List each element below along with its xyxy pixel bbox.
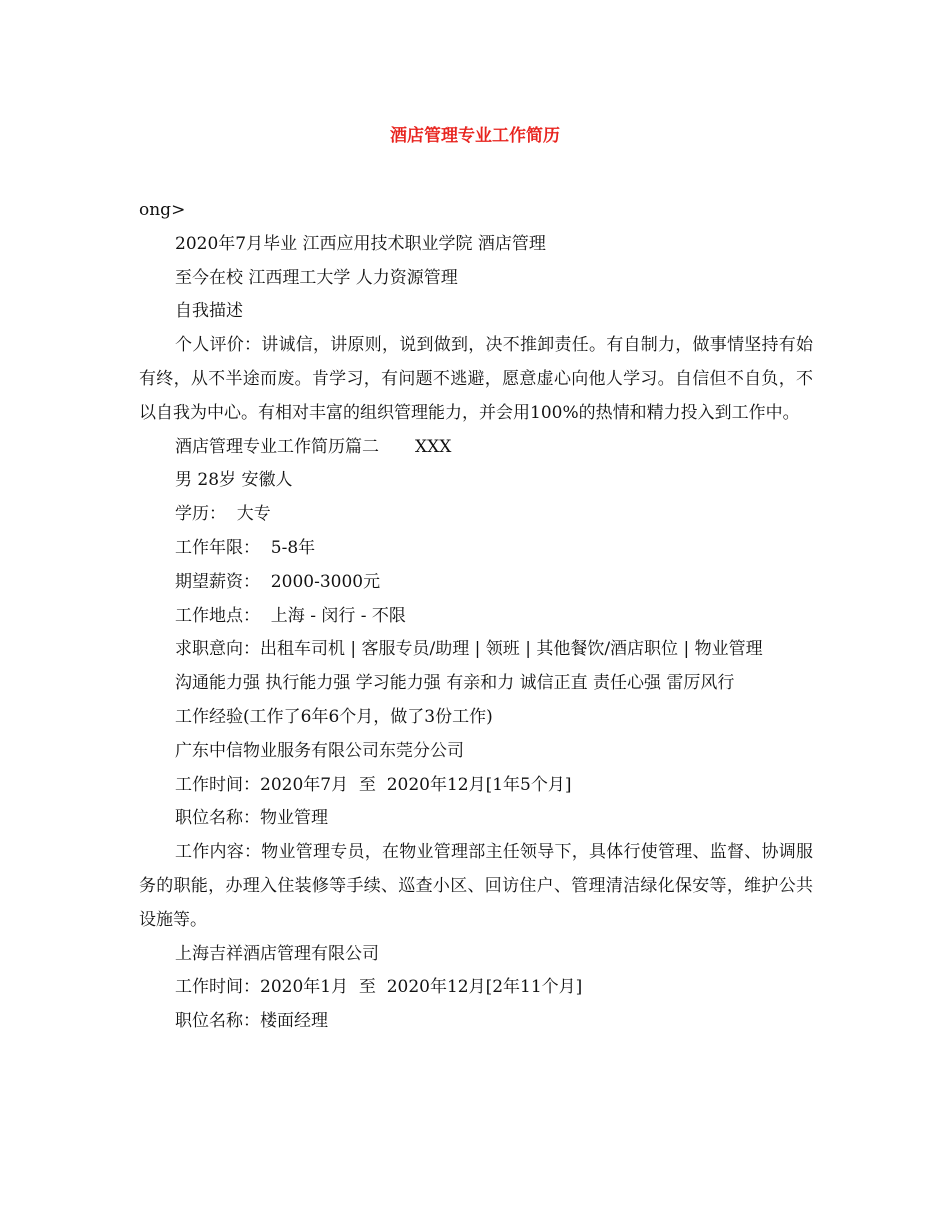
paragraph-company-1-content: 工作内容：物业管理专员，在物业管理部主任领导下，具体行使管理、监督、协调服务的职能，办理入住装修等手续、巡查小区、回访住户、管理清洁绿化保安等，维护公共设施等。 xyxy=(139,842,813,930)
paragraph-resume-two-heading xyxy=(139,431,813,465)
paragraph-job-intention: 求职意向：出租车司机 | 客服专员/助理 | 领班 | 其他餐饮/酒店职位 | 物业管理 xyxy=(175,639,763,660)
paragraph-personal-info: 男 28岁 安徽人 xyxy=(175,470,293,491)
document-body xyxy=(139,194,813,1039)
paragraph-education-2: 至今在校 江西理工大学 人力资源管理 xyxy=(175,267,458,288)
resume-two-title: 酒店管理专业工作简历篇二 xyxy=(175,436,379,457)
resume-two-name: XXX xyxy=(415,436,452,457)
paragraph-company-2-position: 职位名称：楼面经理 xyxy=(175,1011,328,1032)
paragraph-skills: 沟通能力强 执行能力强 学习能力强 有亲和力 诚信正直 责任心强 雷厉风行 xyxy=(175,673,735,694)
paragraph-work-location: 工作地点： 上海 - 闵行 - 不限 xyxy=(175,605,406,626)
document-title: 酒店管理专业工作简历 xyxy=(390,126,560,146)
paragraph-company-2: 上海吉祥酒店管理有限公司 xyxy=(175,943,379,964)
paragraph-self-evaluation: 个人评价：讲诚信，讲原则，说到做到，决不推卸责任。有自制力，做事情坚持有始有终，从不半途而废。肯学习，有问题不逃避，愿意虚心向他人学习。自信但不自负，不以自我为中心。有相对丰富的组织管理能力，并会用100%的热情和精力投入到工作中。 xyxy=(139,335,813,423)
paragraph-experience-summary: 工作经验(工作了6年6个月，做了3份工作) xyxy=(175,706,493,727)
paragraph-work-years: 工作年限： 5-8年 xyxy=(175,537,316,558)
paragraph-education-1: 2020年7月毕业 江西应用技术职业学院 酒店管理 xyxy=(175,233,546,254)
paragraph-self-description-heading: 自我描述 xyxy=(175,301,243,322)
paragraph-education-level: 学历： 大专 xyxy=(175,504,271,525)
paragraph-fragment: ong> xyxy=(139,200,186,220)
paragraph-company-2-time: 工作时间：2020年1月 至 2020年12月[2年11个月] xyxy=(175,977,583,998)
paragraph-company-1: 广东中信物业服务有限公司东莞分公司 xyxy=(175,740,464,761)
paragraph-company-1-time: 工作时间：2020年7月 至 2020年12月[1年5个月] xyxy=(175,774,572,795)
paragraph-expected-salary: 期望薪资： 2000-3000元 xyxy=(175,571,381,592)
paragraph-company-1-position: 职位名称：物业管理 xyxy=(175,808,328,829)
